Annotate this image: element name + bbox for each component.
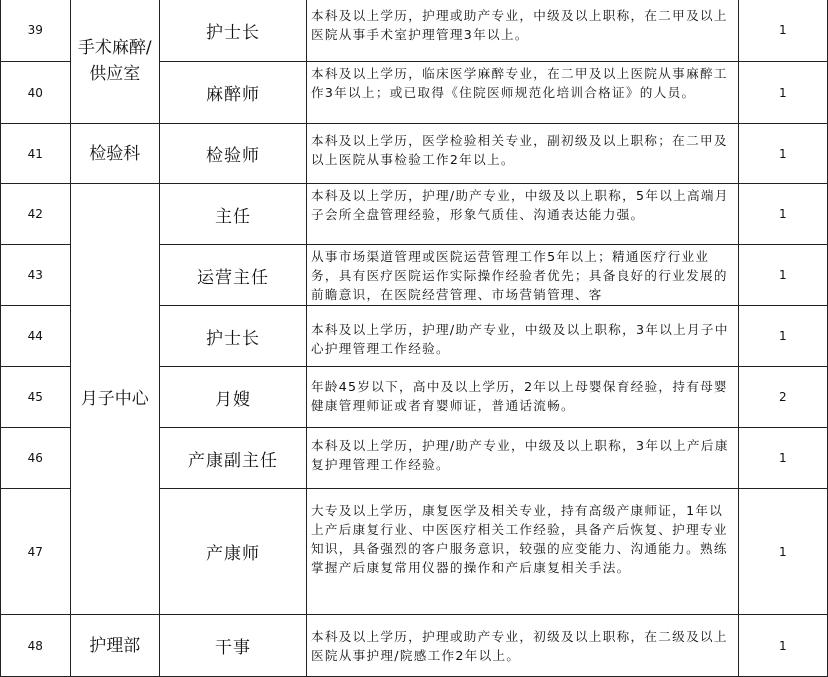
row-number: 44 (1, 306, 71, 367)
headcount-cell: 1 (738, 615, 827, 677)
headcount-cell: 1 (738, 428, 827, 489)
requirement-text: 从事市场渠道管理或医院运营管理工作5年以上；精通医疗行业业务，具有医疗医院运作实际操作经验者优先；具备良好的行业发展的前瞻意识，在医院经营管理、市场营销管理、客 (310, 249, 728, 302)
position-cell: 检验师 (160, 124, 307, 184)
requirement-cell: 本科及以上学历，临床医学麻醉专业，在二甲及以上医院从事麻醉工作3年以上；或已取得《住院医师规范化培训合格证》的人员。 (306, 62, 738, 124)
headcount-cell: 1 (738, 62, 827, 124)
department-cell: 护理部 (70, 615, 159, 677)
requirement-cell (306, 245, 738, 306)
row-number: 43 (1, 245, 71, 306)
position-cell: 主任 (160, 184, 307, 245)
row-number: 47 (1, 489, 71, 615)
headcount-cell: 1 (738, 184, 827, 245)
headcount-cell: 2 (738, 367, 827, 428)
department-cell: 月子中心 (70, 184, 159, 615)
position-cell: 护士长 (160, 0, 307, 62)
row-number: 45 (1, 367, 71, 428)
row-number: 46 (1, 428, 71, 489)
table-row (1, 0, 828, 62)
requirement-cell: 年龄45岁以下，高中及以上学历，2年以上母婴保育经验，持有母婴健康管理师证或者育婴师证，普通话流畅。 (306, 367, 738, 428)
requirement-cell: 本科及以上学历，护理/助产专业，中级及以上职称，5年以上高端月子会所全盘管理经验，形象气质佳、沟通表达能力强。 (306, 184, 738, 245)
position-cell: 麻醉师 (160, 62, 307, 124)
table-row (1, 124, 828, 184)
row-number: 48 (1, 615, 71, 677)
row-number: 41 (1, 124, 71, 184)
requirement-cell: 本科及以上学历，护理/助产专业，中级及以上职称，3年以上产后康复护理管理工作经验。 (306, 428, 738, 489)
position-cell: 月嫂 (160, 367, 307, 428)
position-cell: 产康副主任 (160, 428, 307, 489)
requirement-cell: 本科及以上学历，护理或助产专业，中级及以上职称，在二甲及以上医院从事手术室护理管理3年以上。 (306, 0, 738, 62)
position-cell: 产康师 (160, 489, 307, 615)
department-cell: 手术麻醉/供应室 (70, 0, 159, 124)
headcount-cell: 1 (738, 245, 827, 306)
department-cell: 检验科 (70, 124, 159, 184)
requirement-cell: 大专及以上学历，康复医学及相关专业，持有高级产康师证，1年以上产后康复行业、中医医疗相关工作经验，具备产后恢复、护理专业知识，具备强烈的客户服务意识，较强的应变能力、沟通能力。熟练掌握产后康复常用仪器的操作和产后康复相关手法。 (306, 489, 738, 615)
position-cell: 护士长 (160, 306, 307, 367)
requirement-cell: 本科及以上学历，护理/助产专业，中级及以上职称，3年以上月子中心护理管理工作经验。 (306, 306, 738, 367)
headcount-cell: 1 (738, 306, 827, 367)
headcount-cell: 1 (738, 124, 827, 184)
requirement-cell: 本科及以上学历，护理或助产专业，初级及以上职称，在二级及以上医院从事护理/院感工作2年以上。 (306, 615, 738, 677)
row-number: 40 (1, 62, 71, 124)
row-number: 42 (1, 184, 71, 245)
row-number: 39 (1, 0, 71, 62)
table-row (1, 615, 828, 677)
headcount-cell: 1 (738, 489, 827, 615)
position-cell: 干事 (160, 615, 307, 677)
table-row (1, 184, 828, 245)
headcount-cell: 1 (738, 0, 827, 62)
position-cell: 运营主任 (160, 245, 307, 306)
requirement-cell: 本科及以上学历，医学检验相关专业，副初级及以上职称；在二甲及以上医院从事检验工作2年以上。 (306, 124, 738, 184)
